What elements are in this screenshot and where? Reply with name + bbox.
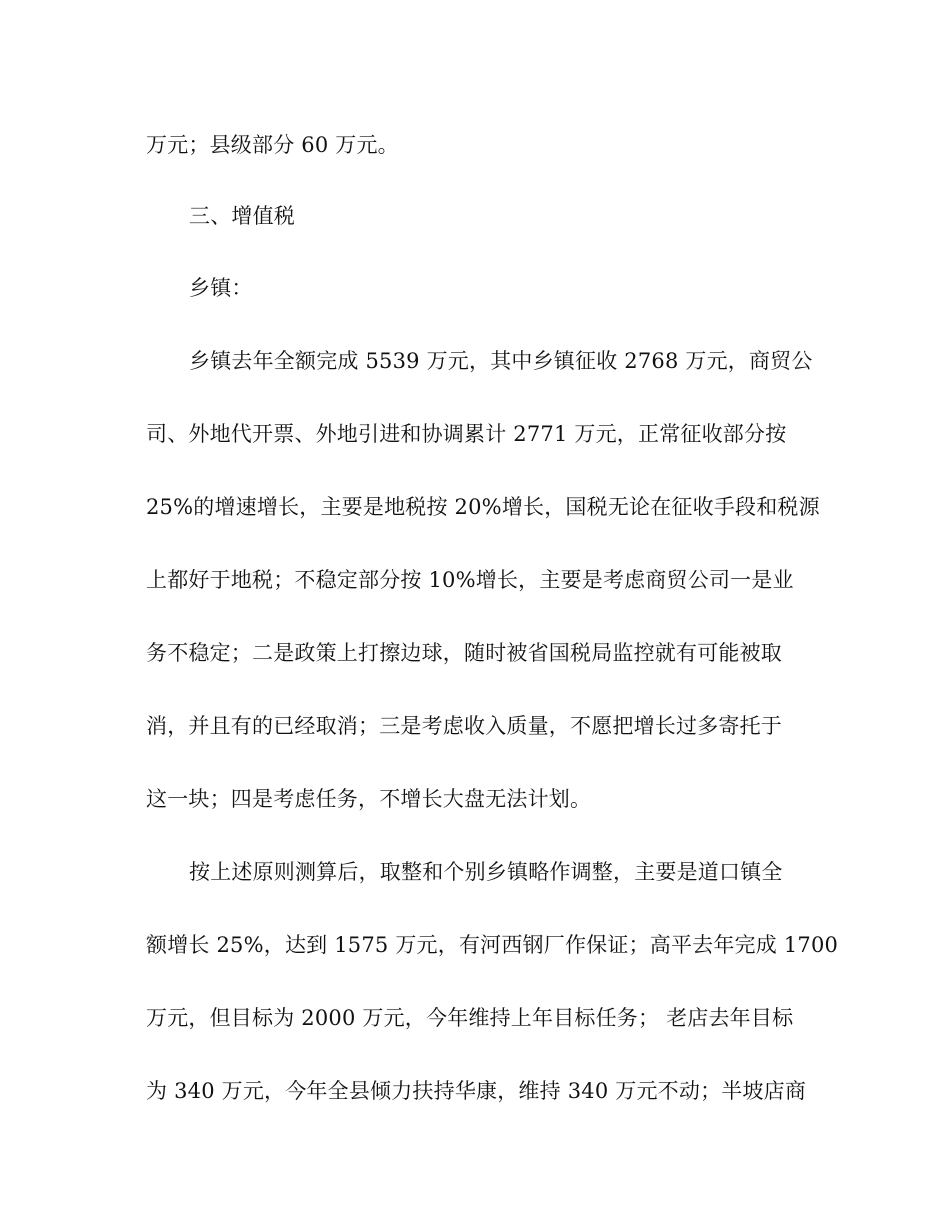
- text-line-12: 额增长 25%，达到 1575 万元，有河西钢厂作保证；高平去年完成 1700: [146, 933, 839, 957]
- subsection-heading: 乡镇：: [189, 276, 253, 300]
- text-line-1: 万元；县级部分 60 万元。: [146, 133, 399, 157]
- text-line-5: 司、外地代开票、外地引进和协调累计 2771 万元，正常征收部分按: [146, 422, 787, 446]
- text-line-7: 上都好于地税；不稳定部分按 10%增长，主要是考虑商贸公司一是业: [146, 568, 794, 592]
- text-line-11: 按上述原则测算后，取整和个别乡镇略作调整，主要是道口镇全: [189, 860, 783, 884]
- text-line-13: 万元，但目标为 2000 万元，今年维持上年目标任务； 老店去年目标: [146, 1006, 794, 1030]
- text-line-8: 务不稳定；二是政策上打擦边球，随时被省国税局监控就有可能被取: [146, 641, 782, 665]
- text-line-6: 25%的增速增长，主要是地税按 20%增长，国税无论在征收手段和税源: [146, 495, 820, 519]
- text-line-4: 乡镇去年全额完成 5539 万元，其中乡镇征收 2768 万元，商贸公: [189, 349, 813, 373]
- text-line-9: 消，并且有的已经取消；三是考虑收入质量，不愿把增长过多寄托于: [146, 714, 782, 738]
- text-line-10: 这一块；四是考虑任务，不增长大盘无法计划。: [146, 787, 592, 811]
- section-heading: 三、增值税: [189, 204, 295, 228]
- text-line-14: 为 340 万元，今年全县倾力扶持华康，维持 340 万元不动；半坡店商: [146, 1079, 807, 1103]
